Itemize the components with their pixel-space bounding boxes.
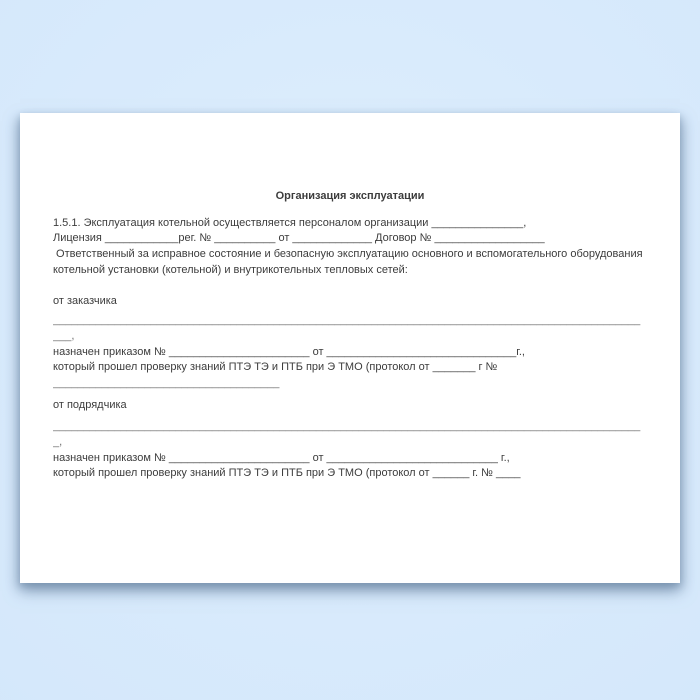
paragraph-line-1: 1.5.1. Эксплуатация котельной осуществляется персоналом организации _______________,	[53, 216, 527, 229]
customer-protocol-fill-line: _____________________________________	[53, 376, 280, 389]
paragraph-line-4: котельной установки (котельной) и внутрикотельных тепловых сетей:	[53, 263, 408, 276]
contractor-name-continuation: _,	[53, 435, 63, 448]
contractor-section-label: от подрядчика	[53, 398, 127, 411]
document-content	[20, 113, 680, 482]
contractor-name-fill-line: ________________________________________________________________________________________________	[53, 420, 641, 433]
customer-name-continuation: ___,	[53, 329, 75, 342]
customer-name-fill-line: ________________________________________________________________________________________________	[53, 314, 641, 327]
customer-exam-line: который прошел проверку знаний ПТЭ ТЭ и ПТБ при Э ТМО (протокол от _______ г №	[53, 361, 498, 374]
customer-order-line: назначен приказом № _______________________ от _______________________________г.,	[53, 345, 525, 358]
document-page	[20, 113, 680, 583]
paragraph-line-3: Ответственный за исправное состояние и безопасную эксплуатацию основного и вспомогательного оборудования	[53, 248, 643, 261]
contractor-order-line: назначен приказом № _______________________ от ____________________________ г.,	[53, 451, 510, 464]
document-title: Организация эксплуатации	[275, 190, 425, 202]
customer-section-label: от заказчика	[53, 295, 117, 308]
paragraph-line-2: Лицензия ____________рег. № __________ от _____________ Договор № __________________	[53, 232, 545, 245]
contractor-exam-line: который прошел проверку знаний ПТЭ ТЭ и ПТБ при Э ТМО (протокол от ______ г. № ____	[53, 467, 521, 480]
